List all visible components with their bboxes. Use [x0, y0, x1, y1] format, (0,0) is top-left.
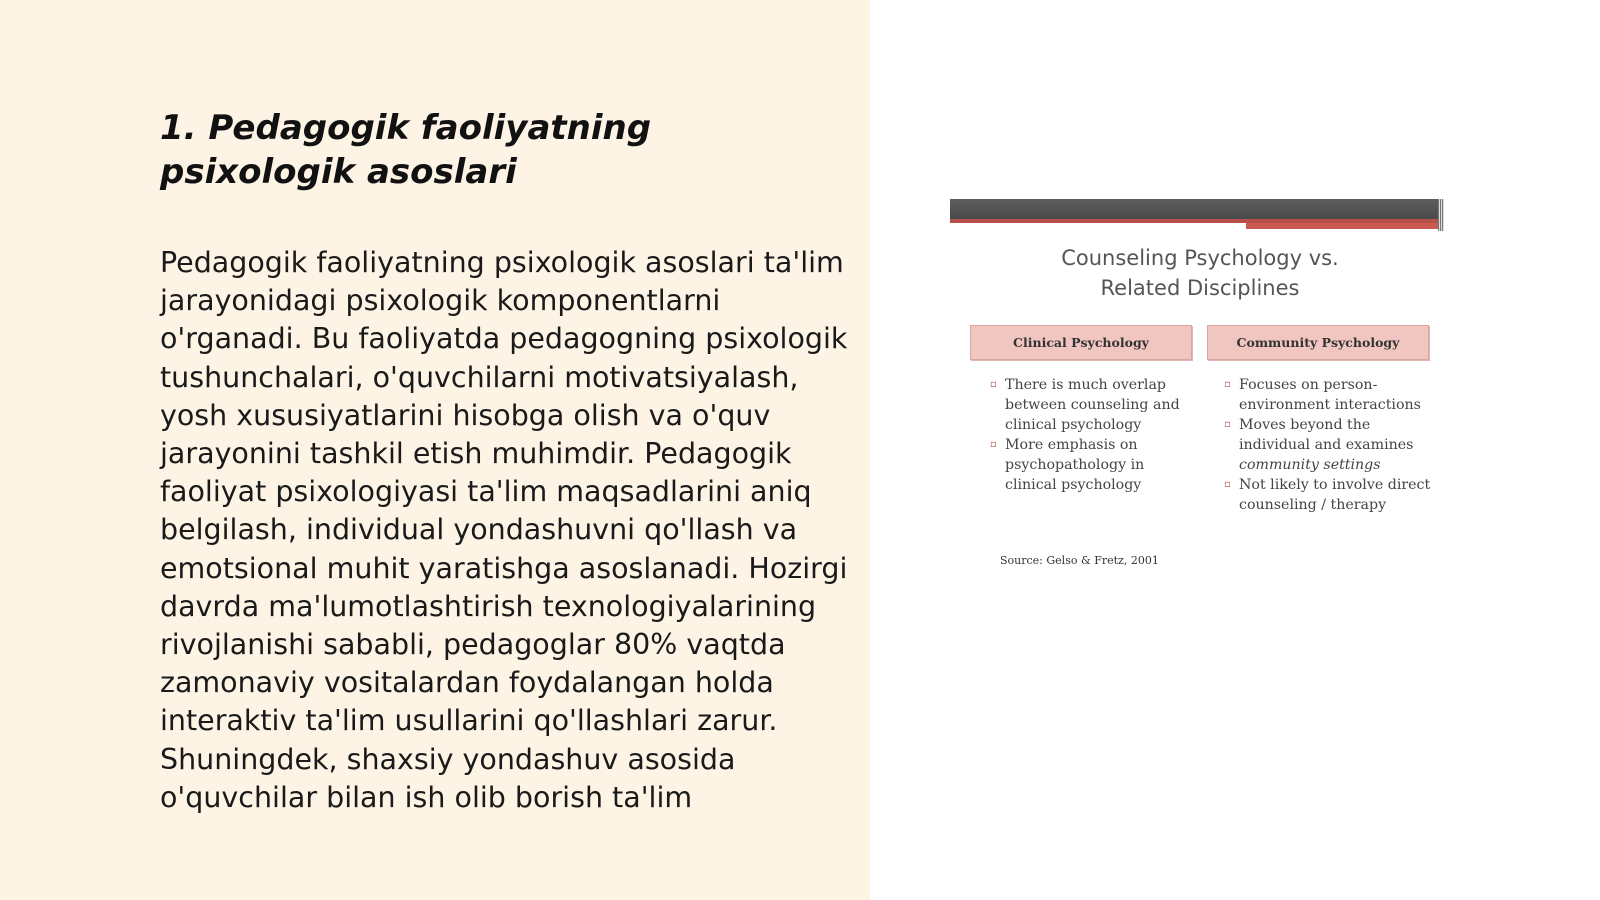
list-item: [990, 375, 1190, 435]
list-item: [1224, 475, 1439, 515]
square-bullet-icon: ▫: [990, 439, 997, 450]
slide-body-text: Pedagogik faoliyatning psixologik asoslari ta'lim jarayonidagi psixologik komponentlarni o'rganadi. Bu faoliyatda pedagogning psixologik tushunchalari, o'quvchilarni motivatsiyalash, yosh xususiyatlarini hisobga olish va o'quv jarayonini tashkil etish muhimdir. Pedagogik faoliyat psixologiyasi ta'lim maqsadlarini aniq belgilash, individual yondashuvni qo'llash va emotsional muhit yaratishga asoslanadi. Hozirgi davrda ma'lumotlashtirish texnologiyalarining rivojlanishi sababli, pedagoglar 80% vaqtda zamonaviy vositalardan foydalangan holda interaktiv ta'lim usullarini qo'llashlari zarur. Shuningdek, shaxsiy yondashuv asosida o'quvchilar bilan ish olib borish ta'lim: [160, 246, 848, 814]
embedded-slide-top-bar: [950, 199, 1440, 219]
embedded-slide-accent-tab: [1246, 223, 1440, 229]
list-item-text: Moves beyond the individual and examines: [1239, 417, 1414, 453]
list-item: [1224, 415, 1439, 475]
square-bullet-icon: ▫: [990, 379, 997, 390]
list-item-text: There is much overlap between counseling and clinical psychology: [1005, 377, 1180, 433]
source-citation: Source: Gelso & Fretz, 2001: [1000, 554, 1159, 567]
embedded-slide-title: [950, 243, 1450, 303]
community-psychology-header: Community Psychology: [1207, 325, 1429, 360]
list-item-text: Not likely to involve direct counseling / therapy: [1239, 477, 1431, 513]
community-psychology-list: [1224, 375, 1439, 515]
clinical-psychology-header: Clinical Psychology: [970, 325, 1192, 360]
list-item-text: More emphasis on psychopathology in clinical psychology: [1005, 437, 1145, 493]
square-bullet-icon: ▫: [1224, 379, 1231, 390]
embedded-slide-bar-edge: [1438, 199, 1444, 231]
list-item: [1224, 375, 1439, 415]
embedded-title-line-1: Counseling Psychology vs.: [1061, 246, 1339, 270]
clinical-psychology-list: [990, 375, 1190, 495]
embedded-slide-image: [950, 199, 1450, 579]
embedded-title-line-2: Related Disciplines: [1100, 276, 1300, 300]
square-bullet-icon: ▫: [1224, 479, 1231, 490]
slide-title: 1. Pedagogik faoliyatning psixologik asoslari: [160, 108, 652, 192]
square-bullet-icon: ▫: [1224, 419, 1231, 430]
list-item: [990, 435, 1190, 495]
list-item-emphasis: community settings: [1239, 457, 1381, 473]
list-item-text: Focuses on person-environment interactions: [1239, 377, 1421, 413]
